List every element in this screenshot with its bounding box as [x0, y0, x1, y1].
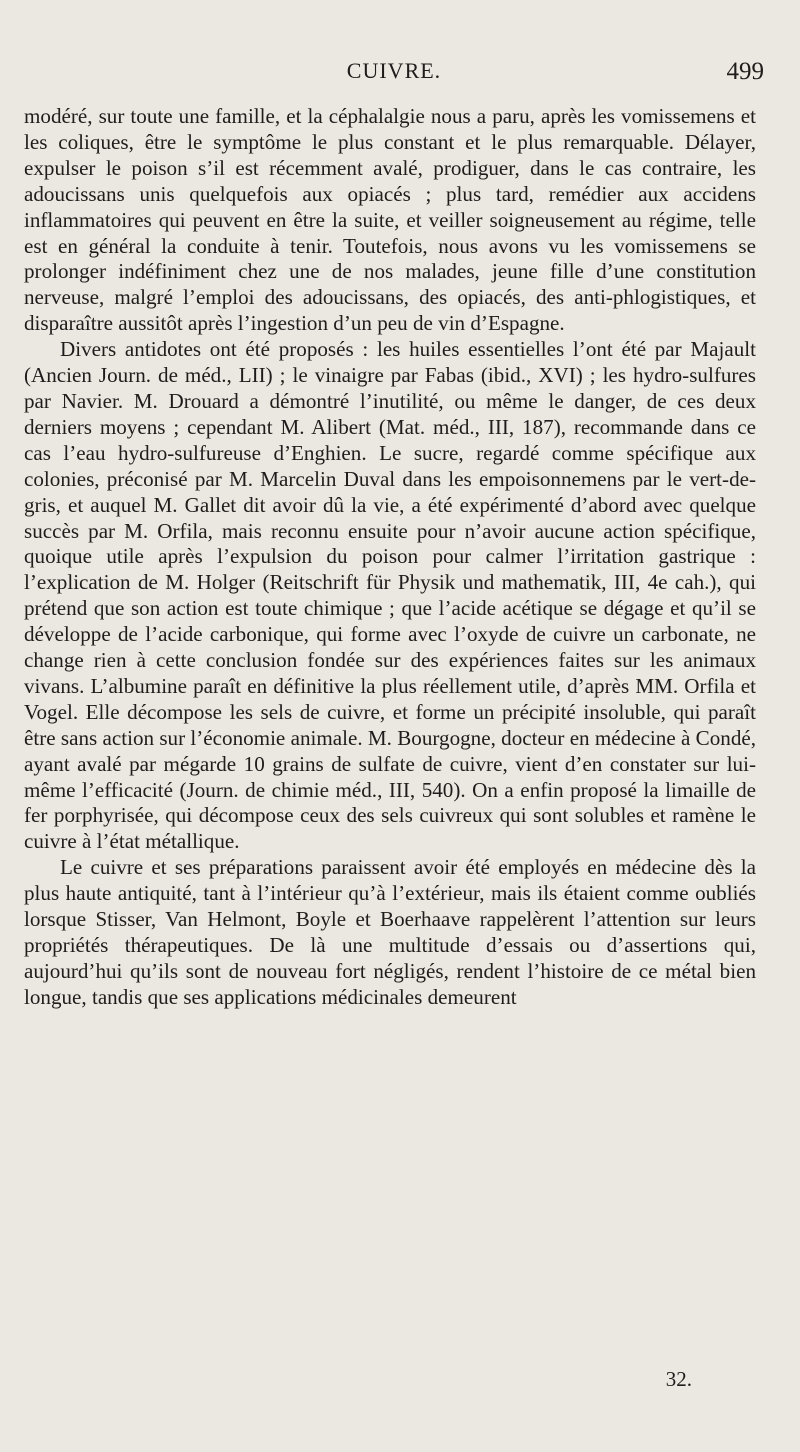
body-text	[24, 104, 756, 1011]
running-title: CUIVRE.	[346, 58, 442, 83]
paragraph-1: modéré, sur toute une famille, et la céphalalgie nous a paru, après les vomissemens et les coliques, être le symptôme le plus constant et le plus remarquable. Délayer, expulser le poison s’il est récemment avalé, prodiguer, dans le cas contraire, les adoucissans unis quelquefois aux opiacés ; plus tard, remédier aux accidens inflammatoires qui peuvent en être la suite, et veiller soigneusement au régime, telle est en général la conduite à tenir. Toutefois, nous avons vu les vomissemens se prolonger indéfiniment chez une de nos malades, jeune fille d’une constitution nerveuse, malgré l’emploi des adoucissans, des opiacés, des anti-phlogistiques, et disparaître aussitôt après l’ingestion d’un peu de vin d’Espagne.	[24, 104, 756, 336]
signature-mark: 32.	[665, 1367, 692, 1391]
paragraph-3: Le cuivre et ses préparations paraissent avoir été employés en médecine dès la plus haute antiquité, tant à l’intérieur qu’à l’extérieur, mais ils étaient comme oubliés lorsque Stisser, Van Helmont, Boyle et Boerhaave rappelèrent l’attention sur leurs propriétés thérapeutiques. De là une multitude d’essais ou d’assertions qui, aujourd’hui qu’ils sont de nouveau fort négligés, rendent l’histoire de ce métal bien longue, tandis que ses applications médicinales demeurent	[24, 855, 756, 1009]
page-header	[24, 58, 764, 94]
paragraph-2: Divers antidotes ont été proposés : les huiles essentielles l’ont été par Majault (Ancien Journ. de méd., LII) ; le vinaigre par Fabas (ibid., XVI) ; les hydro-sulfures par Navier. M. Drouard a démontré l’inutilité, ou même le danger, de ces deux derniers moyens ; cependant M. Alibert (Mat. méd., III, 187), recommande dans ce cas l’eau hydro-sulfureuse d’Enghien. Le sucre, regardé comme spécifique aux colonies, préconisé par M. Marcelin Duval dans les empoisonnemens par le vert-de-gris, et auquel M. Gallet dit avoir dû la vie, a été expérimenté d’abord avec quelque succès par M. Orfila, mais reconnu ensuite pour n’avoir aucune action spécifique, quoique utile après l’expulsion du poison pour calmer l’irritation gastrique : l’explication de M. Holger (Reitschrift für Physik und mathematik, III, 4e cah.), qui prétend que son action est toute chimique ; que l’acide acétique se dégage et qu’il se développe de l’acide carbonique, qui forme avec l’oxyde de cuivre un carbonate, ne change rien à cette conclusion fondée sur des expériences faites sur les animaux vivans. L’albumine paraît en définitive la plus réellement utile, d’après MM. Orfila et Vogel. Elle décompose les sels de cuivre, et forme un précipité insoluble, qui paraît être sans action sur l’économie animale. M. Bourgogne, docteur en médecine à Condé, ayant avalé par mégarde 10 grains de sulfate de cuivre, vient d’en constater sur lui-même l’efficacité (Journ. de chimie méd., III, 540). On a enfin proposé la limaille de fer porphyrisée, qui décompose ceux des sels cuivreux qui sont solubles et ramène le cuivre à l’état métallique.	[24, 337, 756, 854]
page-number: 499	[726, 58, 764, 85]
